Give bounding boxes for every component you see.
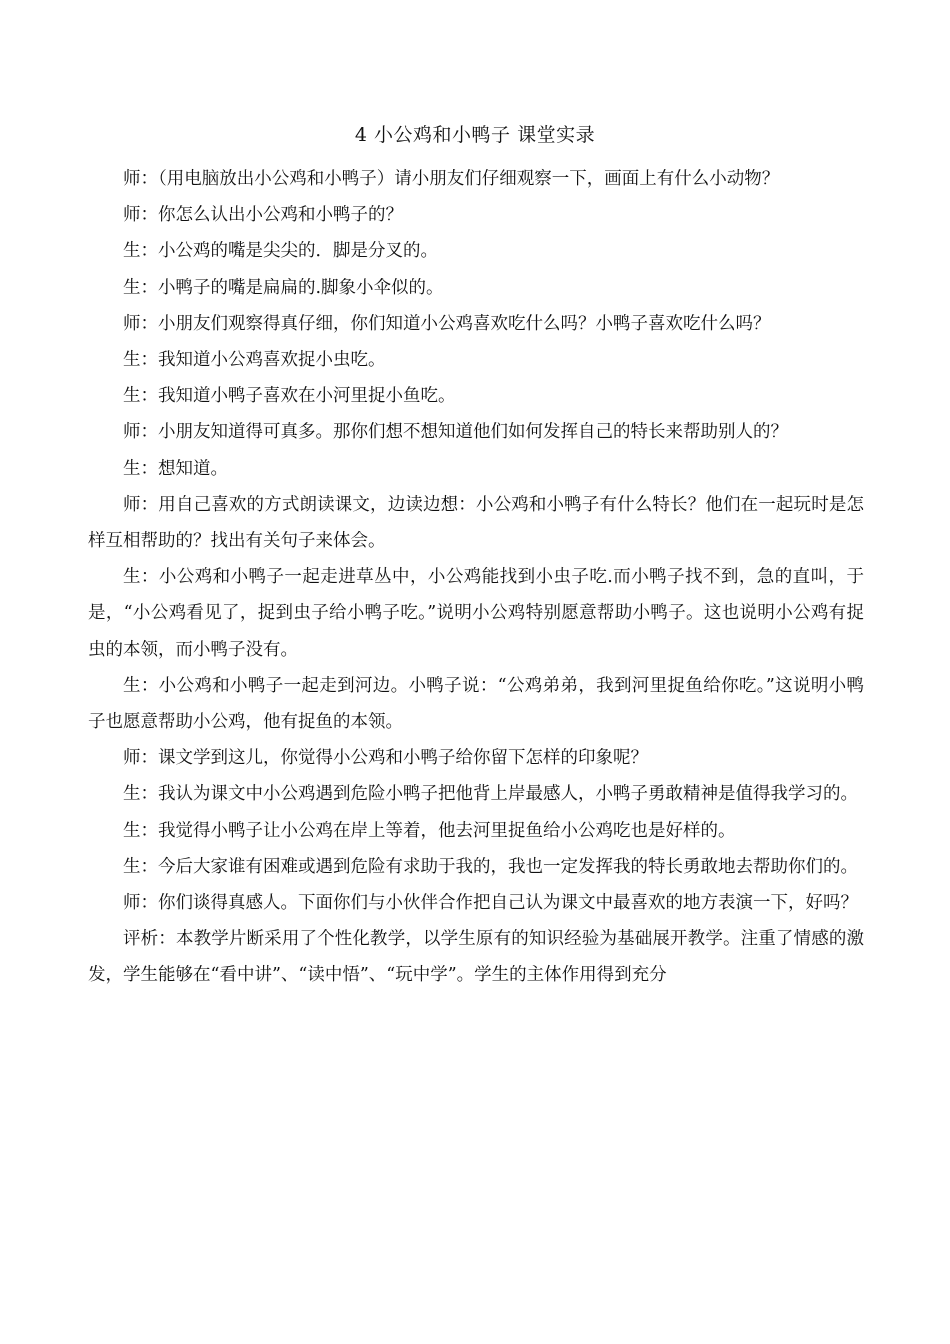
paragraph-6: 生：我知道小公鸡喜欢捉小虫吃。 xyxy=(123,350,386,371)
document-body xyxy=(88,161,864,994)
paragraph-13: 师：课文学到这儿，你觉得小公鸡和小鸭子给你留下怎样的印象呢？ xyxy=(123,748,648,769)
paragraph-1: 师：（用电脑放出小公鸡和小鸭子）请小朋友们仔细观察一下，画面上有什么小动物？ xyxy=(123,169,780,189)
paragraph-7: 生：我知道小鸭子喜欢在小河里捉小鱼吃。 xyxy=(123,386,456,407)
paragraph-5: 师：小朋友们观察得真仔细，你们知道小公鸡喜欢吃什么吗？小鸭子喜欢吃什么吗？ xyxy=(123,313,771,334)
paragraph-14: 生：我认为课文中小公鸡遇到危险小鸭子把他背上岸最感人，小鸭子勇敢精神是值得我学习的。 xyxy=(123,784,858,805)
paragraph-17: 师：你们谈得真感人。下面你们与小伙伴合作把自己认为课文中最喜欢的地方表演一下，好吗？ xyxy=(123,893,858,914)
paragraph-15: 生：我觉得小鸭子让小公鸡在岸上等着，他去河里捉鱼给小公鸡吃也是好样的。 xyxy=(123,820,736,841)
paragraph-11: 生：小公鸡和小鸭子一起走进草丛中，小公鸡能找到小虫子吃.而小鸭子找不到，急的直叫，于是，“小公鸡看见了，捉到虫子给小鸭子吃。”说明小公鸡特别愿意帮助小鸭子。这也说明小公鸡有捉虫的本领，而小鸭子没有。 xyxy=(88,567,864,660)
paragraph-9: 生：想知道。 xyxy=(123,458,228,479)
paragraph-16: 生：今后大家谁有困难或遇到危险有求助于我的，我也一定发挥我的特长勇敢地去帮助你们的。 xyxy=(123,856,858,877)
paragraph-3: 生：小公鸡的嘴是尖尖的．脚是分叉的。 xyxy=(123,241,438,262)
paragraph-18: 评析：本教学片断采用了个性化教学，以学生原有的知识经验为基础展开教学。注重了情感的激发，学生能够在“看中讲”、“读中悟”、“玩中学”。学生的主体作用得到充分 xyxy=(88,929,864,986)
paragraph-10: 师：用自己喜欢的方式朗读课文，边读边想：小公鸡和小鸭子有什么特长？他们在一起玩时是怎样互相帮助的？找出有关句子来体会。 xyxy=(88,494,864,552)
paragraph-4: 生：小鸭子的嘴是扁扁的.脚象小伞似的。 xyxy=(123,277,444,298)
document-title: 4 小公鸡和小鸭子 课堂实录 xyxy=(354,124,596,146)
paragraph-2: 师：你怎么认出小公鸡和小鸭子的？ xyxy=(123,205,403,226)
paragraph-12: 生：小公鸡和小鸭子一起走到河边。小鸭子说：“公鸡弟弟，我到河里捉鱼给你吃。”这说明小鸭子也愿意帮助小公鸡，他有捉鱼的本领。 xyxy=(88,675,864,733)
paragraph-8: 师：小朋友知道得可真多。那你们想不想知道他们如何发挥自己的特长来帮助别人的？ xyxy=(123,422,788,443)
